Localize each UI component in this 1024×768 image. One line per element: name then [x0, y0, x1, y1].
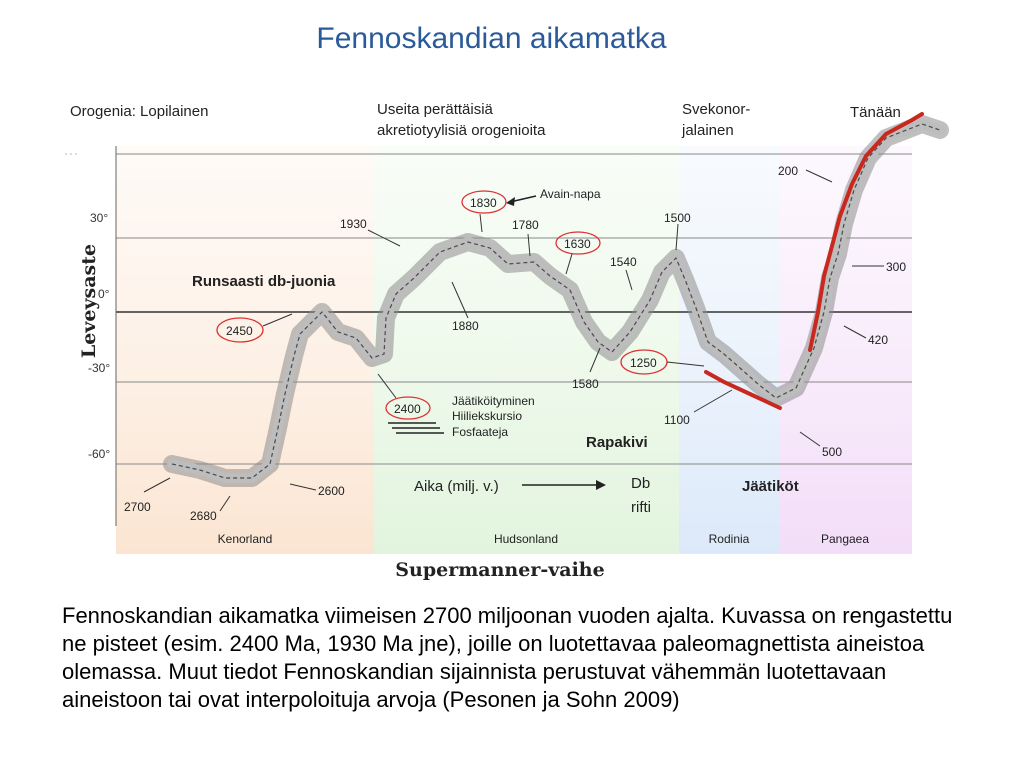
y-axis-label: Leveysaste	[78, 243, 100, 359]
svg-text:2400: 2400	[394, 402, 421, 416]
paleolatitude-figure	[60, 86, 960, 586]
svg-text:2450: 2450	[226, 324, 253, 338]
svg-text:1580: 1580	[572, 377, 599, 391]
svg-text:1500: 1500	[664, 211, 691, 225]
figure-caption: Fennoskandian aikamatka viimeisen 2700 miljoonan vuoden ajalta. Kuvassa on rengastettu ne pisteet (esim. 2400 Ma, 1930 Ma jne), joille on luotettavaa paleomagnettista aineistoa olemassa. Muut tiedot Fennoskandian sijainnista perustuvat vähemmän luotettavaan aineistoon tai ovat interpoloituja arvoja (Pesonen ja Sohn 2009)	[62, 603, 953, 712]
svg-text:300: 300	[886, 260, 907, 274]
tick-minus60: -60°	[88, 447, 111, 461]
era-rodinia: Rodinia	[708, 532, 750, 546]
svg-text:1780: 1780	[512, 218, 539, 232]
tick-0: 0°	[98, 287, 110, 301]
svg-text:2600: 2600	[318, 484, 345, 498]
era-kenorland: Kenorland	[217, 532, 273, 546]
era-hudsonland: Hudsonland	[493, 532, 559, 546]
slide-title: Fennoskandian aikamatka	[316, 22, 667, 55]
svg-text:Avain-napa: Avain-napa	[540, 187, 601, 201]
time-arrow-label: Aika (milj. v.)	[414, 478, 499, 495]
accretion-label-2: akretiotyylisiä orogenioita	[377, 122, 546, 139]
svg-text:Fosfaateja: Fosfaateja	[452, 425, 509, 439]
svg-text:500: 500	[822, 445, 843, 459]
tick-30: 30°	[90, 211, 109, 225]
db-label-1: Db	[631, 475, 651, 492]
svg-text:420: 420	[868, 333, 889, 347]
svg-text:2700: 2700	[124, 500, 151, 514]
svg-text:Hiiliekskursio: Hiiliekskursio	[452, 409, 523, 423]
svg-text:1930: 1930	[340, 217, 367, 231]
svg-text:1250: 1250	[630, 356, 657, 370]
orogeny-label: Orogenia: Lopilainen	[70, 103, 209, 120]
accretion-label-1: Useita perättäisiä	[377, 101, 493, 118]
svg-text:200: 200	[778, 164, 799, 178]
svg-text:1830: 1830	[470, 196, 497, 210]
rapakivi-label: Rapakivi	[586, 434, 648, 451]
svg-text:1540: 1540	[610, 255, 637, 269]
svg-text:2680: 2680	[190, 509, 217, 523]
tick-minus30: -30°	[88, 361, 111, 375]
svecon-label-2: jalainen	[682, 122, 734, 139]
svg-text:1630: 1630	[564, 237, 591, 251]
era-pangaea: Pangaea	[820, 532, 870, 546]
db-label-2: rifti	[631, 499, 651, 516]
paleolatitude-chart	[60, 86, 960, 586]
svg-text:1100: 1100	[664, 413, 690, 427]
supercontinent-label: Supermanner-vaihe	[395, 559, 605, 581]
svg-text:1880: 1880	[452, 319, 479, 333]
svg-text:Jäätiköityminen: Jäätiköityminen	[452, 394, 535, 408]
svecon-label-1: Svekonor-	[682, 101, 751, 118]
today-label: Tänään	[850, 104, 901, 121]
dykes-label: Runsaasti db-juonia	[192, 273, 336, 290]
glaciations-label: Jäätiköt	[742, 478, 799, 495]
